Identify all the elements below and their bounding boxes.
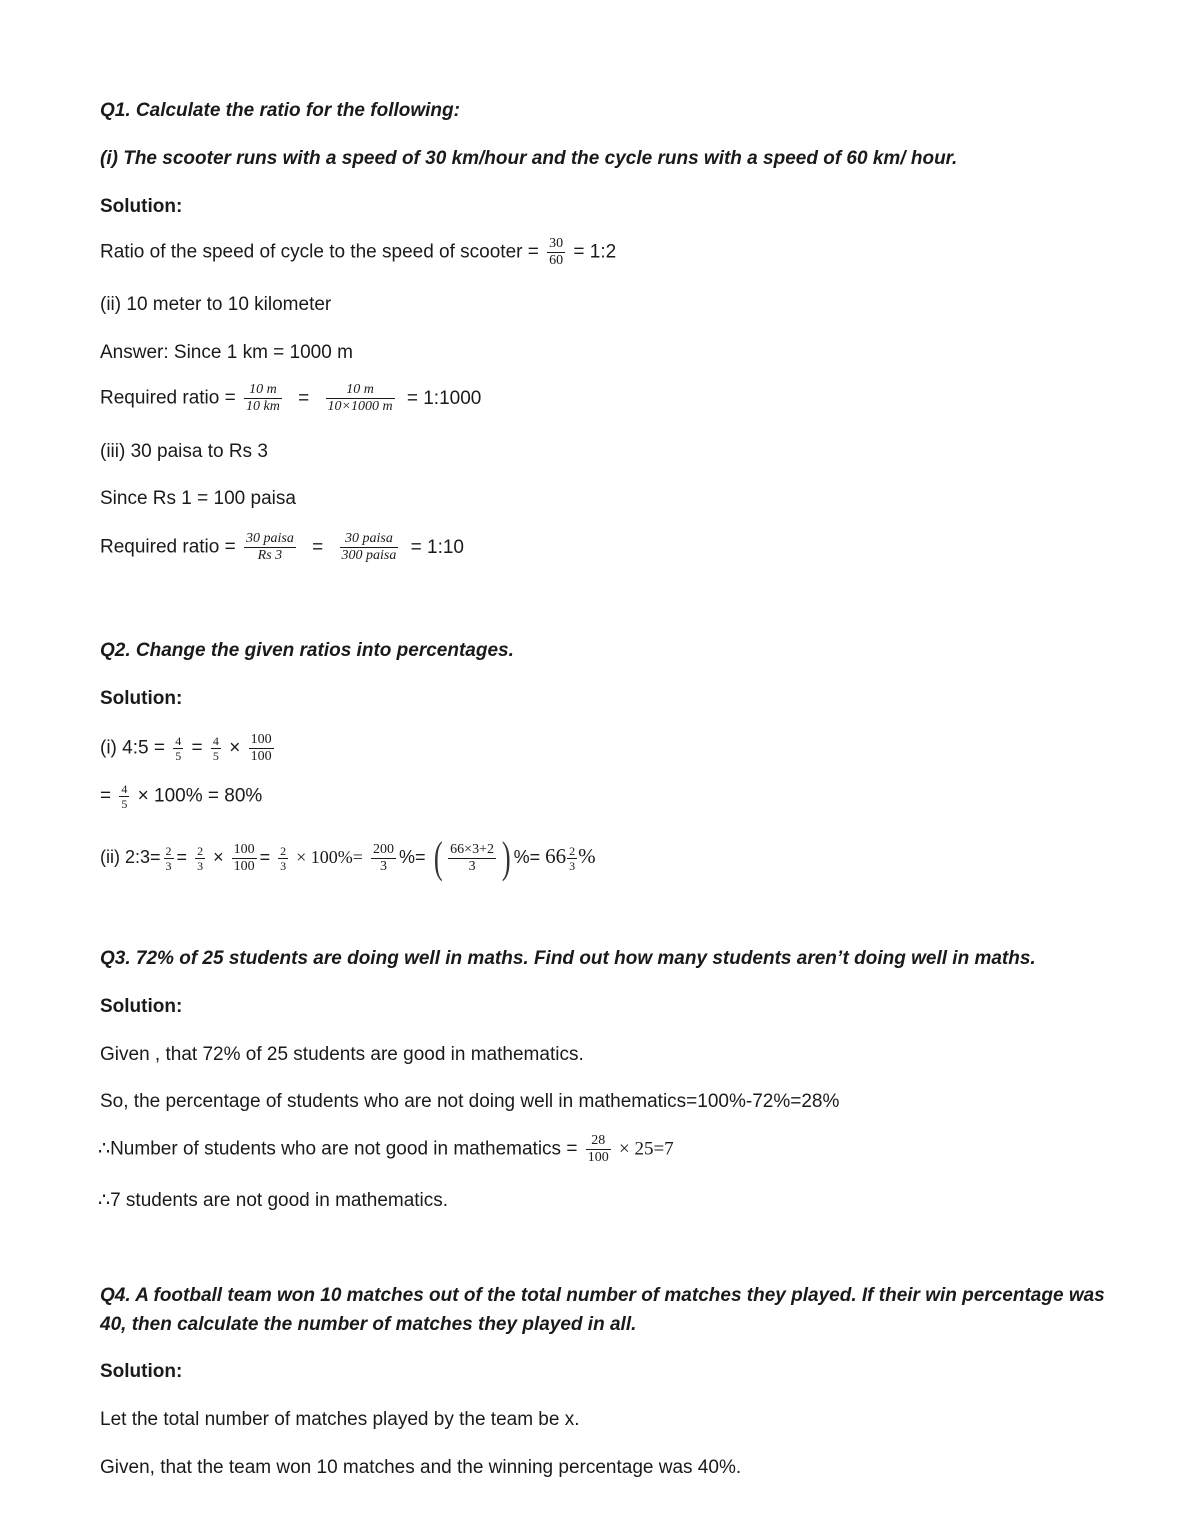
fraction-denominator: 100 <box>587 1150 609 1165</box>
q1-ratio-result: = 1:2 <box>573 241 617 263</box>
fraction-denominator: 3 <box>379 858 387 874</box>
q4-given: Given, that the team won 10 matches and the winning percentage was 40%. <box>100 1457 742 1478</box>
fraction-numerator: 2 <box>569 843 576 858</box>
q2-ii-prefix: (ii) 2:3= <box>100 846 161 867</box>
fraction-numerator: 2 <box>197 843 204 858</box>
equals-sign: = <box>312 536 324 558</box>
fraction-10m-10000m <box>326 383 395 414</box>
fraction-numerator: 100 <box>233 841 255 857</box>
q4-title-line2: 40, then calculate the number of matches they played in all. <box>100 1314 637 1335</box>
times-sign: × <box>229 737 241 759</box>
fraction-denominator: 60 <box>549 253 564 268</box>
fraction-4-5 <box>119 783 129 810</box>
q1-solution-label: Solution: <box>100 196 183 217</box>
q3-number-line <box>98 1134 674 1165</box>
q2-solution-label: Solution: <box>100 688 183 709</box>
q2-part-ii <box>100 833 596 882</box>
times-sign: × <box>213 846 224 867</box>
fraction-denominator: 100 <box>233 858 255 874</box>
fraction-denominator: 3 <box>468 858 476 874</box>
q2-title: Q2. Change the given ratios into percentages. <box>100 640 514 661</box>
fraction-numerator: 30 paisa <box>246 531 294 546</box>
q1-since-line: Since Rs 1 = 100 paisa <box>100 488 296 509</box>
percent-sign: % <box>578 843 596 868</box>
fraction-100-100 <box>249 733 274 764</box>
fraction-denominator: 100 <box>250 749 272 764</box>
equals-sign: = <box>259 846 271 867</box>
q1-part-ii: (ii) 10 meter to 10 kilometer <box>100 294 332 315</box>
fraction-4-5 <box>173 735 183 762</box>
q4-title-line1: Q4. A football team won 10 matches out of the total number of matches they played. If their win percentage was <box>100 1285 1105 1306</box>
fraction-numerator: 30 paisa <box>340 532 399 548</box>
fraction-denominator: 300 paisa <box>341 548 397 563</box>
times-100-percent: × 100%= <box>296 846 363 867</box>
q3-title: Q3. 72% of 25 students are doing well in maths. Find out how many students aren’t doing well in maths. <box>100 948 1036 969</box>
q1-required-ratio-iii <box>100 532 464 563</box>
equals-sign: = <box>100 785 112 807</box>
fraction-2-3 <box>195 845 205 872</box>
fraction-denominator: 3 <box>165 858 172 873</box>
fraction-30paisa-rs3 <box>244 532 296 563</box>
fraction-numerator: 10 m <box>244 383 282 399</box>
q1-ratio-line <box>100 237 616 268</box>
q4-let: Let the total number of matches played by the team be x. <box>100 1409 580 1430</box>
fraction-200-3 <box>371 843 396 874</box>
equals-sign: = <box>191 737 203 759</box>
fraction-numerator: 2 <box>165 843 172 858</box>
fraction-numerator: 66×3+2 <box>450 841 494 857</box>
q3-solution-label: Solution: <box>100 996 183 1017</box>
fraction-denominator: 10 km <box>246 399 280 414</box>
percent-equals: %= <box>398 846 426 867</box>
fraction-denominator: Rs 3 <box>257 548 283 563</box>
q1-required-ratio-ii <box>100 383 481 414</box>
fraction-numerator: 30 <box>549 236 564 251</box>
equals-sign: = <box>176 846 188 867</box>
right-parenthesis: ) <box>501 833 511 882</box>
fraction-28-100 <box>586 1134 611 1165</box>
fraction-numerator: 28 <box>586 1134 611 1150</box>
fraction-4-5 <box>211 735 221 762</box>
fraction-denominator: 3 <box>569 858 576 873</box>
q1-answer-line: Answer: Since 1 km = 1000 m <box>100 342 353 363</box>
q2-part-i <box>100 733 277 764</box>
fraction-numerator: 4 <box>212 734 219 748</box>
required-ratio-label: Required ratio = <box>100 387 236 409</box>
q3-number-text: ∴Number of students who are not good in mathematics = <box>98 1138 578 1160</box>
fraction-denominator: 10×1000 m <box>327 399 393 414</box>
fraction-numerator: 4 <box>121 782 128 796</box>
q3-conclusion: ∴7 students are not good in mathematics. <box>98 1190 449 1211</box>
fraction-denominator: 5 <box>121 797 128 811</box>
fraction-2-3 <box>567 845 577 872</box>
mixed-whole: 66 <box>545 843 567 868</box>
fraction-numerator: 2 <box>280 843 287 858</box>
q2-i-prefix: (i) 4:5 = <box>100 737 165 759</box>
result-ii: = 1:1000 <box>406 387 482 409</box>
fraction-mixed <box>448 843 496 874</box>
fraction-denominator: 5 <box>212 749 219 763</box>
q2-part-i-result <box>100 783 262 810</box>
fraction-numerator: 100 <box>250 732 272 747</box>
q4-solution-label: Solution: <box>100 1361 183 1382</box>
left-parenthesis: ( <box>433 833 443 882</box>
required-ratio-label: Required ratio = <box>100 536 236 558</box>
result-iii: = 1:10 <box>410 536 464 558</box>
q1-title: Q1. Calculate the ratio for the following: <box>100 100 460 121</box>
q1-ratio-fraction <box>547 237 565 268</box>
q1-part-iii: (iii) 30 paisa to Rs 3 <box>100 441 268 462</box>
q3-given: Given , that 72% of 25 students are good in mathematics. <box>100 1044 584 1065</box>
fraction-denominator: 5 <box>175 749 182 763</box>
fraction-2-3 <box>164 845 174 872</box>
fraction-denominator: 3 <box>280 858 287 873</box>
equals-sign: = <box>298 387 310 409</box>
q3-so: So, the percentage of students who are not doing well in mathematics=100%-72%=28% <box>100 1091 840 1112</box>
fraction-denominator: 3 <box>197 858 204 873</box>
fraction-10m-10km <box>244 383 282 414</box>
fraction-numerator: 200 <box>372 841 394 857</box>
fraction-30paisa-300paisa <box>340 532 399 563</box>
q3-number-rest: × 25=7 <box>619 1138 674 1160</box>
q2-i-result: × 100% = 80% <box>137 785 263 807</box>
q1-part-i: (i) The scooter runs with a speed of 30 km/hour and the cycle runs with a speed of 60 km/ hour. <box>100 148 958 169</box>
fraction-100-100 <box>232 843 257 874</box>
percent-equals: %= <box>513 846 541 867</box>
fraction-2-3 <box>278 845 288 872</box>
fraction-numerator: 10 m <box>326 383 395 399</box>
q1-ratio-text: Ratio of the speed of cycle to the speed of scooter = <box>100 241 539 263</box>
fraction-numerator: 4 <box>175 734 182 748</box>
